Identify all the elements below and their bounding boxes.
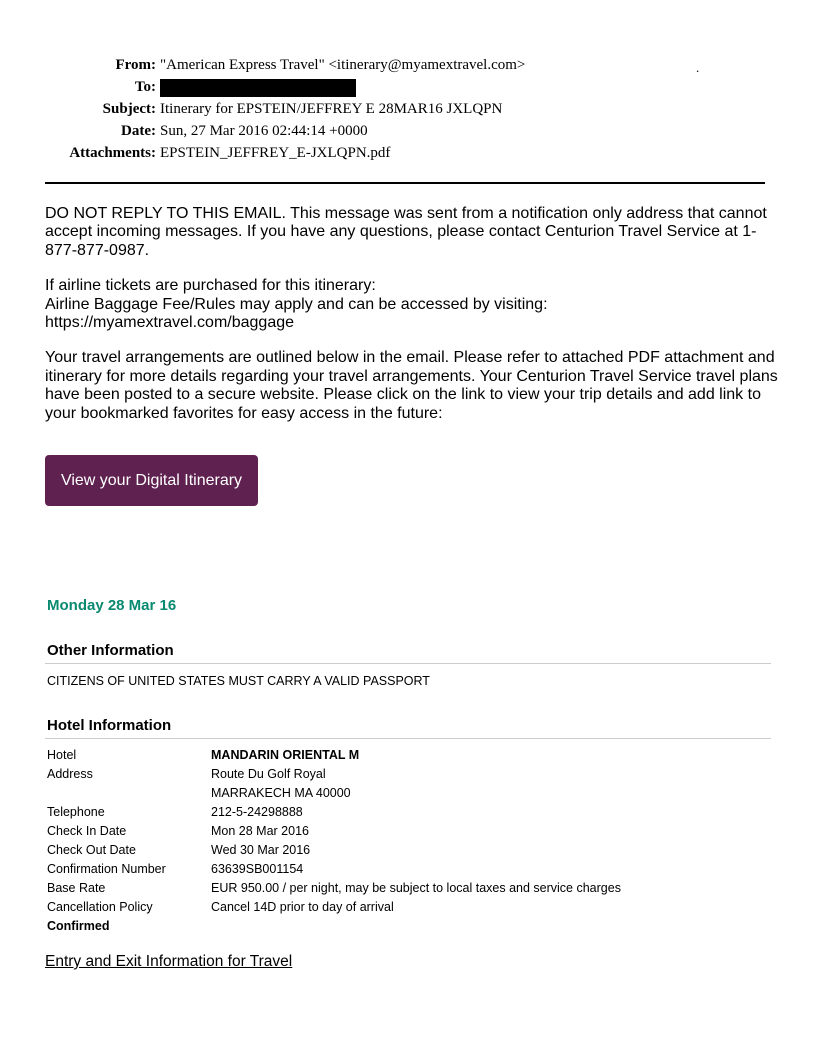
subject-row [0,98,525,120]
booking-status: Confirmed [47,919,110,933]
itinerary-date-heading: Monday 28 Mar 16 [47,597,177,614]
baggage-url[interactable]: https://myamextravel.com/baggage [45,314,295,332]
date-label: Date: [121,123,156,139]
email-header [0,54,525,164]
attachment-filename[interactable]: EPSTEIN_JEFFREY_E-JXLQPN.pdf [160,145,391,161]
hotel-row-label: Telephone [47,805,105,819]
hotel-telephone: 212-5-24298888 [211,805,303,819]
from-value: "American Express Travel" <itinerary@myamextravel.com> [160,57,526,73]
attachments-row [0,142,525,164]
hotel-name: MANDARIN ORIENTAL M [211,748,360,762]
hotel-row-label: Cancellation Policy [47,900,153,914]
hotel-confirmation-number: 63639SB001154 [211,862,304,876]
hotel-information-title: Hotel Information [47,717,172,734]
attachments-label: Attachments: [69,145,156,161]
arrangements-notice: Your travel arrangements are outlined below in the email. Please refer to attached PDF attachment and itinerary for more details regarding your travel arrangements. Your Centurion Travel Service travel plans have been posted to a secure website. Please click on the link to view your trip details and add link to your bookmarked favorites for easy access in the future: [45,349,778,422]
date-value: Sun, 27 Mar 2016 02:44:14 +0000 [160,123,368,139]
subject-value: Itinerary for EPSTEIN/JEFFREY E 28MAR16 JXLQPN [160,101,503,117]
from-label: From: [115,57,156,73]
baggage-line-2: Airline Baggage Fee/Rules may apply and can be accessed by visiting: [45,295,548,313]
entry-exit-info-link[interactable]: Entry and Exit Information for Travel [45,953,293,970]
hotel-row [47,803,621,822]
hotel-row-label: Check In Date [47,824,127,838]
hotel-row-label: Address [47,767,93,781]
redacted-recipient [160,79,356,97]
hotel-row-label [47,784,211,803]
from-row [0,54,525,76]
hotel-row [47,860,621,879]
hotel-row [47,784,621,803]
hotel-row [47,746,621,765]
date-row [0,120,525,142]
passport-notice: CITIZENS OF UNITED STATES MUST CARRY A VALID PASSPORT [47,674,430,688]
hotel-row [47,898,621,917]
hotel-address-line-1: Route Du Golf Royal [211,767,326,781]
no-reply-notice: DO NOT REPLY TO THIS EMAIL. This message was sent from a notification only address that cannot accept incoming messages. If you have any questions, please contact Centurion Travel Service at 1-877-877-0987. [45,205,767,259]
hotel-details-table [47,746,621,936]
view-digital-itinerary-button[interactable]: View your Digital Itinerary [45,455,258,506]
hotel-row-label: Confirmation Number [47,862,166,876]
header-divider [45,182,765,184]
hotel-cancellation-policy: Cancel 14D prior to day of arrival [211,900,394,914]
hotel-row [47,841,621,860]
hotel-row-label: Hotel [47,748,77,762]
to-label: To: [134,79,156,95]
to-row [0,76,525,98]
hotel-base-rate: EUR 950.00 / per night, may be subject to local taxes and service charges [211,881,621,895]
other-information-divider [45,663,771,664]
hotel-row [47,765,621,784]
hotel-information-divider [45,738,771,739]
hotel-row [47,879,621,898]
subject-label: Subject: [102,101,156,117]
hotel-check-out-date: Wed 30 Mar 2016 [211,843,311,857]
email-body [45,205,780,440]
hotel-row [47,822,621,841]
baggage-line-1: If airline tickets are purchased for this itinerary: [45,277,376,295]
baggage-notice [45,277,780,332]
hotel-address-line-2: MARRAKECH MA 40000 [211,786,351,800]
hotel-status-row [47,917,621,936]
stray-mark: . [696,60,700,75]
other-information-title: Other Information [47,642,174,659]
hotel-row-label: Check Out Date [47,843,136,857]
hotel-check-in-date: Mon 28 Mar 2016 [211,824,309,838]
hotel-row-label: Base Rate [47,881,106,895]
